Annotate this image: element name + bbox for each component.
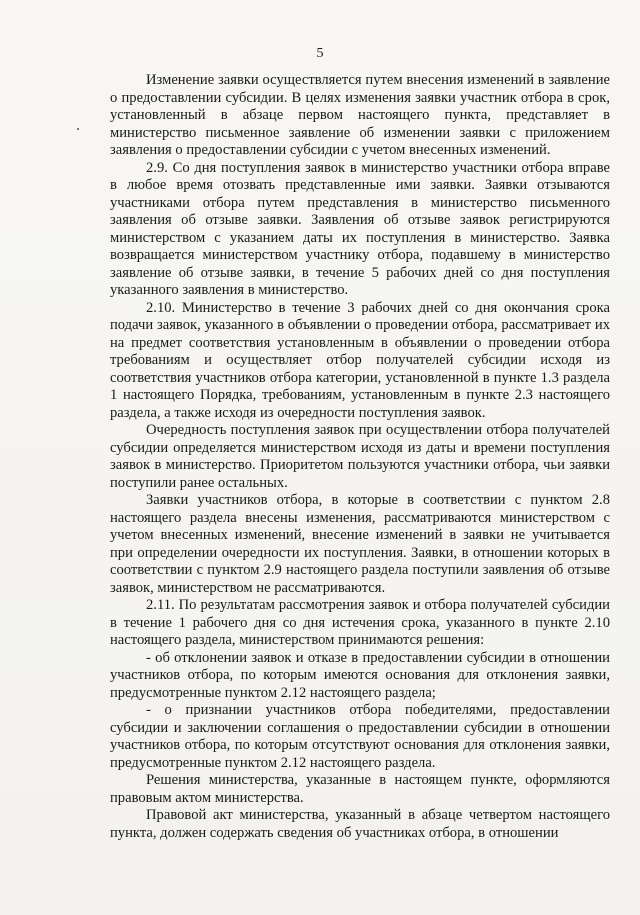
paragraph-2-9: 2.9. Со дня поступления заявок в министерство участники отбора вправе в любое время отозвать представленные ими заявки. Заявки отзываются участниками отбора путем представления в министерство письменного заявления об отзыве заявки. Заявления об отзыве заявок регистрируются министерством с указанием даты их поступления в министерство. Заявка возвращается министерством участнику отбора, подавшему в министерство заявление об отзыве заявки, в течение 5 рабочих дней со дня поступления указанного заявления в министерство. xyxy=(110,159,610,298)
page-number: 5 xyxy=(316,46,324,61)
paragraph-2-10: 2.10. Министерство в течение 3 рабочих дней со дня окончания срока подачи заявок, указанного в объявлении о проведении отбора, рассматривает их на предмет соответствия установленным в объявлении о проведении отбора требованиям и осуществляет отбор получателей субсидии исходя из соответствия участников отбора категории, установленной в пункте 1.3 раздела 1 настоящего Порядка, требованиям, установленным в пункте 2.3 настоящего раздела, а также исходя из очередности поступления заявок. xyxy=(110,299,610,421)
document-body xyxy=(110,72,610,842)
paragraph-amendment: Изменение заявки осуществляется путем внесения изменений в заявление о предоставлении субсидии. В целях изменения заявки участник отбора в срок, установленный в абзаце первом настоящего пункта, представляет в министерство письменное заявление об изменении заявки с приложением заявления о предоставлении субсидии с учетом внесенных изменений. xyxy=(110,72,610,158)
paragraph-legal-act: Решения министерства, указанные в настоящем пункте, оформляются правовым актом министерства. xyxy=(110,772,610,806)
paragraph-2-11: 2.11. По результатам рассмотрения заявок и отбора получателей субсидии в течение 1 рабочего дня со дня истечения срока, указанного в пункте 2.10 настоящего раздела, министерством принимаются решения: xyxy=(110,597,610,648)
paragraph-changed-applications: Заявки участников отбора, в которые в соответствии с пунктом 2.8 настоящего раздела внесены изменения, рассматриваются министерством с учетом внесенных изменений, внесение изменений в заявки не учитывается при определении очередности их поступления. Заявки, в отношении которых в соответствии с пунктом 2.9 настоящего раздела поступили заявления об отзыве заявок, министерством не рассматриваются. xyxy=(110,492,610,596)
scan-speck xyxy=(77,128,79,130)
paragraph-priority: Очередность поступления заявок при осуществлении отбора получателей субсидии определяется министерством исходя из даты и времени поступления заявок в министерство. Приоритетом пользуются участники отбора, чьи заявки поступили ранее остальных. xyxy=(110,422,610,491)
paragraph-legal-act-content: Правовой акт министерства, указанный в абзаце четвертом настоящего пункта, должен содержать сведения об участниках отбора, в отношении xyxy=(110,807,610,841)
list-item-winners: - о признании участников отбора победителями, предоставлении субсидии и заключении соглашения о предоставлении субсидии в отношении участников отбора, по которым отсутствуют основания для отклонения заявки, предусмотренные пунктом 2.12 настоящего раздела. xyxy=(110,702,610,771)
list-item-rejection: - об отклонении заявок и отказе в предоставлении субсидии в отношении участников отбора, по которым имеются основания для отклонения заявки, предусмотренные пунктом 2.12 настоящего раздела; xyxy=(110,649,610,701)
